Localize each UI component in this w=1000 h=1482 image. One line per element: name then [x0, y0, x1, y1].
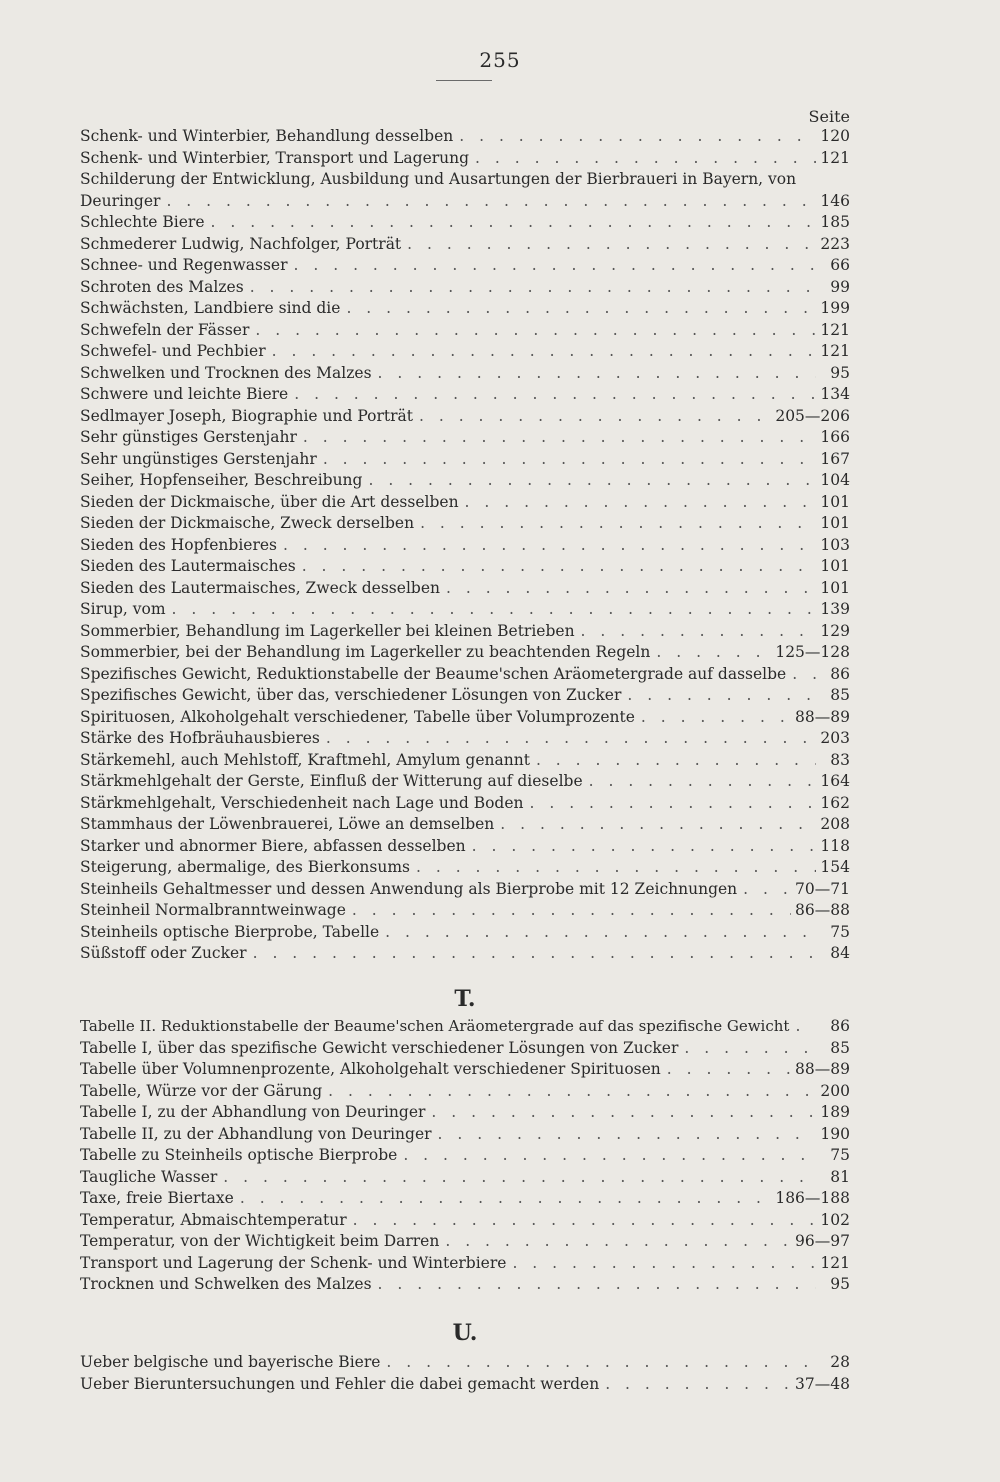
column-label: Seite [808, 107, 850, 126]
dot-leader [407, 234, 816, 256]
index-entry-text: Schnee- und Regenwasser [80, 256, 288, 274]
index-entry-page: 75 [830, 922, 850, 941]
dot-leader [352, 900, 791, 922]
index-entry-page: 28 [830, 1353, 850, 1371]
index-entry-text: Schwächsten, Landbiere sind die [80, 299, 341, 317]
index-entry [80, 234, 850, 256]
index-entry [80, 1253, 850, 1275]
index-entry-text: Stärkemehl, auch Mehlstoff, Kraftmehl, Amylum genannt [80, 750, 530, 769]
index-entry [80, 513, 850, 535]
index-entry-page: 223 [820, 234, 850, 253]
dot-leader [253, 943, 816, 965]
index-entry-page: 102 [820, 1210, 850, 1229]
dot-leader [353, 1210, 816, 1232]
index-entry-page: 88—89 [795, 707, 850, 726]
index-entry-page: 129 [820, 621, 850, 640]
index-entry [80, 535, 850, 557]
index-entry [80, 1374, 850, 1396]
page-number: 255 [479, 48, 521, 72]
index-entry [80, 707, 850, 729]
index-entry-page: 86 [830, 664, 850, 683]
index-entry [80, 1124, 850, 1146]
index-entry-page: 83 [830, 750, 850, 769]
index-entry-page: 70—71 [795, 879, 850, 898]
index-entry-text: Starker und abnormer Biere, abfassen desselben [80, 836, 466, 855]
index-entry-page: 121 [820, 320, 850, 339]
index-entry-text: Süßstoff oder Zucker [80, 944, 247, 962]
index-entry [80, 1038, 850, 1060]
index-entry [80, 1210, 850, 1232]
index-entry-page: 121 [820, 1253, 850, 1272]
index-entry-page: 103 [820, 535, 850, 554]
index-entry-text: Trocknen und Schwelken des Malzes [80, 1275, 372, 1293]
index-entry-page: 167 [820, 449, 850, 468]
dot-leader [403, 1145, 816, 1167]
index-entry [80, 320, 850, 342]
index-entry [80, 126, 850, 148]
index-entry [80, 169, 850, 191]
index-entry [80, 298, 850, 320]
index-entry-text: Sirup, vom [80, 600, 166, 618]
index-entry-text: Stärke des Hofbräuhausbieres [80, 729, 320, 747]
dot-leader [792, 664, 816, 686]
index-entry [80, 191, 850, 213]
index-entry [80, 685, 850, 707]
index-entry-text: Sieden des Hopfenbieres [80, 535, 277, 554]
index-entry-page: 154 [820, 858, 850, 876]
index-entry [80, 943, 850, 965]
index-entry-text: Sieden der Dickmaische, über die Art desselben [80, 492, 459, 511]
index-entry [80, 148, 850, 170]
index-entry-text: Sedlmayer Joseph, Biographie und Porträt [80, 406, 413, 425]
index-entry [80, 922, 850, 944]
dot-leader [419, 406, 771, 428]
index-entry-page: 95 [830, 1275, 850, 1293]
index-entry [80, 578, 850, 600]
index-entry-text: Steinheils Gehaltmesser und dessen Anwendung als Bierprobe mit 12 Zeichnungen [80, 879, 738, 898]
index-entry [80, 1188, 850, 1210]
index-entry [80, 1059, 850, 1081]
dot-leader [240, 1188, 771, 1210]
index-entry-page: 186—188 [775, 1189, 850, 1207]
index-entry-page: 208 [820, 815, 850, 833]
dot-leader [536, 750, 816, 772]
dot-leader [500, 814, 816, 836]
index-entry-page: 101 [820, 514, 850, 532]
dot-leader [656, 642, 771, 664]
index-entry-text: Tabelle II. Reduktionstabelle der Beaume'schen Aräometergrade auf das spezifische Gewicht [80, 1017, 790, 1035]
index-entry-page: 166 [820, 428, 850, 446]
index-entry-page: 101 [820, 492, 850, 511]
index-entry [80, 1352, 850, 1374]
index-entry-page: 84 [830, 944, 850, 962]
index-entry-page: 101 [820, 557, 850, 575]
index-list-t [80, 1016, 850, 1296]
index-entry-text: Schenk- und Winterbier, Behandlung desselben [80, 127, 454, 145]
index-entry-text: Schwelken und Trocknen des Malzes [80, 363, 372, 382]
index-entry-text: Tabelle zu Steinheils optische Bierprobe [80, 1146, 398, 1164]
dot-leader [472, 836, 816, 858]
index-entry-text: Sommerbier, Behandlung im Lagerkeller bei kleinen Betrieben [80, 621, 575, 640]
index-entry-page: 139 [820, 600, 850, 618]
index-entry [80, 857, 850, 879]
index-entry [80, 363, 850, 385]
index-entry [80, 793, 850, 815]
dot-leader [627, 685, 816, 707]
index-entry-page: 199 [820, 299, 850, 317]
index-entry-page: 104 [820, 471, 850, 489]
dot-leader [446, 578, 816, 600]
index-entry-page: 37—48 [795, 1374, 850, 1393]
index-entry-page: 85 [830, 1038, 850, 1057]
index-entry [80, 492, 850, 514]
dot-leader [346, 298, 816, 320]
dot-leader [166, 191, 816, 213]
index-entry-page: 85 [830, 686, 850, 704]
dot-leader [326, 728, 816, 750]
index-entry-page: 118 [820, 836, 850, 855]
index-entry-page: 146 [820, 191, 850, 210]
index-entry [80, 1145, 850, 1167]
dot-leader [438, 1124, 816, 1146]
index-entry-text: Stärkmehlgehalt der Gerste, Einfluß der Witterung auf dieselbe [80, 772, 583, 790]
index-entry-text: Sieden des Lautermaisches, Zweck desselben [80, 578, 440, 597]
index-entry-page: 86 [830, 1017, 850, 1035]
dot-leader [459, 126, 816, 148]
index-entry [80, 836, 850, 858]
index-entry [80, 1274, 850, 1296]
index-entry [80, 814, 850, 836]
index-entry-page: 185 [820, 213, 850, 231]
index-entry-text: Sehr günstiges Gerstenjahr [80, 428, 297, 446]
index-entry [80, 621, 850, 643]
index-entry-page: 86—88 [795, 901, 850, 919]
dot-leader [294, 384, 816, 406]
dot-leader [172, 599, 816, 621]
dot-leader [445, 1231, 791, 1253]
index-entry-text: Steigerung, abermalige, des Bierkonsums [80, 858, 410, 876]
index-entry-text: Sommerbier, bei der Behandlung im Lagerkeller zu beachtenden Regeln [80, 643, 651, 661]
index-entry-text: Schwefeln der Fässer [80, 320, 250, 339]
dot-leader [589, 771, 816, 793]
dot-leader [605, 1374, 791, 1396]
dot-leader [223, 1167, 816, 1189]
dot-leader [581, 621, 816, 643]
index-entry-page: 81 [830, 1167, 850, 1186]
index-entry-text: Spezifisches Gewicht, über das, verschiedener Lösungen von Zucker [80, 686, 622, 704]
index-entry-page: 121 [820, 148, 850, 167]
index-entry [80, 750, 850, 772]
index-entry-page: 125—128 [775, 643, 850, 661]
dot-leader [378, 1274, 816, 1296]
dot-leader [250, 277, 816, 299]
index-entry [80, 879, 850, 901]
section-heading-t: T. [454, 986, 476, 1012]
index-entry-text: Schenk- und Winterbier, Transport und Lagerung [80, 148, 470, 167]
index-entry-page: 66 [830, 256, 850, 274]
index-entry [80, 642, 850, 664]
index-entry-text: Sieden des Lautermaisches [80, 557, 296, 575]
dot-leader [420, 513, 816, 535]
dot-leader [465, 492, 816, 514]
index-entry-text: Stärkmehlgehalt, Verschiedenheit nach Lage und Boden [80, 793, 524, 812]
dot-leader [323, 449, 816, 471]
dot-leader [385, 922, 816, 944]
index-entry [80, 449, 850, 471]
index-entry [80, 427, 850, 449]
index-list-s [80, 126, 850, 965]
index-entry-text: Temperatur, von der Wichtigkeit beim Darren [80, 1232, 440, 1250]
dot-leader [431, 1102, 816, 1124]
index-entry-text: Schilderung der Entwicklung, Ausbildung und Ausartungen der Bierbraueri in Bayern, von [80, 170, 797, 188]
dot-leader [684, 1038, 816, 1060]
index-entry-page: 164 [820, 772, 850, 790]
dot-leader [475, 148, 816, 170]
index-entry-text: Schwere und leichte Biere [80, 385, 289, 403]
dot-leader [512, 1253, 816, 1275]
index-entry-text: Tabelle II, zu der Abhandlung von Deuringer [80, 1124, 432, 1143]
dot-leader [743, 879, 791, 901]
index-entry-text: Seiher, Hopfenseiher, Beschreibung [80, 471, 363, 489]
index-entry-text: Taxe, freie Biertaxe [80, 1189, 234, 1207]
index-entry-text: Spirituosen, Alkoholgehalt verschiedener, Tabelle über Volumprozente [80, 707, 635, 726]
dot-leader [795, 1016, 816, 1038]
index-entry-text: Sehr ungünstiges Gerstenjahr [80, 449, 317, 468]
index-entry [80, 1102, 850, 1124]
index-entry-text: Steinheils optische Bierprobe, Tabelle [80, 922, 380, 941]
dot-leader [641, 707, 791, 729]
index-entry-text: Spezifisches Gewicht, Reduktionstabelle der Beaume'schen Aräometergrade auf dasselbe [80, 664, 787, 683]
index-entry-page: 205—206 [775, 406, 850, 425]
index-entry-page: 96—97 [795, 1232, 850, 1250]
index-entry [80, 1081, 850, 1103]
index-entry-text: Temperatur, Abmaischtemperatur [80, 1210, 347, 1229]
index-entry [80, 470, 850, 492]
index-entry-text: Ueber Bieruntersuchungen und Fehler die dabei gemacht werden [80, 1374, 600, 1393]
index-entry-text: Schmederer Ludwig, Nachfolger, Porträt [80, 234, 402, 253]
index-entry-text: Schwefel- und Pechbier [80, 342, 266, 360]
index-entry [80, 1016, 850, 1038]
index-entry [80, 277, 850, 299]
index-entry-text: Sieden der Dickmaische, Zweck derselben [80, 514, 415, 532]
index-entry-text: Tabelle, Würze vor der Gärung [80, 1081, 323, 1100]
index-entry-page: 99 [830, 277, 850, 296]
index-entry-page: 121 [820, 342, 850, 360]
dot-leader [530, 793, 817, 815]
section-heading-u: U. [452, 1320, 478, 1346]
index-entry [80, 556, 850, 578]
dot-leader [211, 212, 816, 234]
index-entry-text: Transport und Lagerung der Schenk- und Winterbiere [80, 1253, 507, 1272]
index-entry-page: 75 [830, 1146, 850, 1164]
index-list-u [80, 1352, 850, 1395]
index-entry-text: Tabelle über Volumnenprozente, Alkoholgehalt verschiedener Spirituosen [80, 1060, 661, 1078]
index-entry-page: 88—89 [795, 1060, 850, 1078]
index-entry-text: Schroten des Malzes [80, 277, 244, 296]
index-entry-text: Tabelle I, zu der Abhandlung von Deuringer [80, 1103, 426, 1121]
dot-leader [667, 1059, 791, 1081]
dot-leader [386, 1352, 816, 1374]
index-entry [80, 406, 850, 428]
index-entry [80, 728, 850, 750]
dot-leader [255, 320, 816, 342]
index-entry [80, 341, 850, 363]
index-entry-page: 203 [820, 729, 850, 747]
index-entry [80, 1231, 850, 1253]
index-entry [80, 384, 850, 406]
dot-leader [328, 1081, 816, 1103]
index-entry-page: 200 [820, 1081, 850, 1100]
index-entry-text: Tabelle I, über das spezifische Gewicht verschiedener Lösungen von Zucker [80, 1038, 679, 1057]
index-entry-page: 190 [820, 1124, 850, 1143]
index-entry [80, 212, 850, 234]
index-entry [80, 255, 850, 277]
dot-leader [294, 255, 816, 277]
index-entry [80, 1167, 850, 1189]
dot-leader [368, 470, 816, 492]
index-entry-text: Taugliche Wasser [80, 1167, 218, 1186]
dot-leader [272, 341, 816, 363]
index-entry [80, 900, 850, 922]
index-entry-page: 120 [820, 127, 850, 145]
dot-leader [303, 427, 816, 449]
index-entry-text: Ueber belgische und bayerische Biere [80, 1353, 381, 1371]
index-entry-page: 134 [820, 385, 850, 403]
dot-leader [416, 857, 816, 879]
index-entry-text: Deuringer [80, 191, 161, 210]
index-entry [80, 599, 850, 621]
dot-leader [283, 535, 816, 557]
index-entry-page: 162 [820, 793, 850, 812]
index-entry-text: Steinheil Normalbranntweinwage [80, 901, 346, 919]
index-entry [80, 664, 850, 686]
index-entry-text: Schlechte Biere [80, 213, 205, 231]
page-number-rule [436, 80, 492, 81]
index-entry-text: Stammhaus der Löwenbrauerei, Löwe an demselben [80, 815, 495, 833]
index-entry-page: 95 [830, 363, 850, 382]
dot-leader [302, 556, 816, 578]
index-entry-page: 101 [820, 578, 850, 597]
index-entry-page: 189 [820, 1103, 850, 1121]
dot-leader [378, 363, 816, 385]
index-entry [80, 771, 850, 793]
